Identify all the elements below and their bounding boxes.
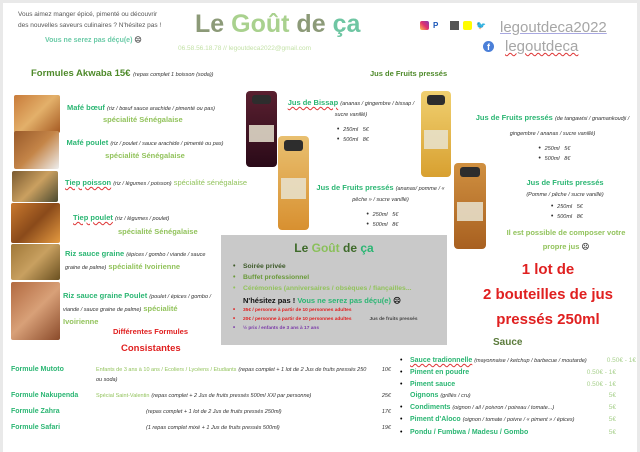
event-item: • Soirée privée — [233, 263, 286, 270]
intro-slogan-text: Vous ne serez pas déçu(e) — [45, 37, 133, 44]
juice-price: 8€ — [392, 222, 399, 228]
flyer-page — [3, 3, 637, 452]
events-list — [233, 261, 447, 333]
menu-item — [73, 213, 169, 222]
handle-facebook-text[interactable]: legoutdeca — [505, 38, 579, 55]
juice-size: 500ml — [557, 214, 573, 220]
food-photo-tiep-poulet — [11, 203, 60, 243]
juice-item: Jus de Bissap (ananas / gingembre / bissap / sucre vanillé) • 250ml 5€ • 500ml 8€ — [287, 98, 415, 143]
formulas-list — [11, 365, 391, 439]
formula-price: 10€ — [381, 367, 391, 373]
sauce-name: Sauce tradionnelle — [410, 357, 473, 364]
sauce-price: 5€ — [608, 428, 616, 436]
formula-name: Formule Mutoto — [11, 366, 64, 373]
menu-item-specialty: spécialité sénégalaise — [173, 178, 248, 187]
juice-item: Jus de Fruits pressés (de tangawisi / gnamankoudji / gingembre / ananas / sucre vanillé) • 250ml 5€ • 500ml 8€ — [475, 113, 630, 162]
event-price-text: ½ prix / enfants de 3 ans à 17 ans — [243, 326, 319, 331]
events-side-note: Jus de fruits pressés — [369, 317, 418, 322]
intro-line-2: des nouvelles saveurs culinaires ? N'hésitez pas ! — [18, 22, 162, 29]
juice-promo — [458, 257, 638, 332]
event-item-text: Soirée privée — [243, 263, 286, 270]
menu-item-desc: (poulet / épices / gombo / viande / sauce graine de palme) — [63, 294, 212, 313]
instagram-icon[interactable] — [420, 21, 429, 30]
menu-item-specialty: spécialité Sénégalaise — [105, 151, 185, 160]
juice-price: 8€ — [564, 156, 571, 162]
sauce-price: 0.50€ - 1€ — [586, 369, 616, 377]
sauce-title: Sauce — [493, 337, 523, 348]
twitter-icon[interactable]: 🐦 — [476, 21, 487, 30]
formula-row — [11, 391, 391, 401]
smiley-icon: ☹ — [134, 37, 142, 44]
sauce-item: • Condiments (oignon / ail / poivron / poireau / tomate...) 5€ — [400, 402, 636, 414]
events-title-de: de — [342, 241, 357, 255]
juice-size: 250ml — [557, 204, 573, 210]
formula-name: Formule Safari — [11, 424, 61, 431]
events-cta-green: Vous ne serez pas déçu(e) — [297, 296, 391, 305]
juice-name: Jus de Fruits pressés — [526, 178, 604, 187]
menu-title — [31, 68, 214, 79]
sauce-name: Pondu / Fumbwa / Madesu / Gombo — [410, 428, 529, 436]
juice-size: 250ml — [544, 146, 560, 152]
juice-size: 500ml — [544, 156, 560, 162]
juice-bottle-photo — [421, 91, 451, 177]
title-gout: Goût — [231, 10, 290, 38]
sauce-item: • Pondu / Fumbwa / Madesu / Gombo 5€ — [400, 427, 636, 438]
formula-name: Formule Nakupenda — [11, 392, 79, 399]
sauce-price: 5€ — [608, 416, 616, 424]
brand-title — [195, 10, 360, 39]
juice-size: 250ml — [343, 127, 359, 133]
event-item: • Buffet professionnel — [233, 274, 310, 281]
lydia-icon[interactable] — [450, 21, 459, 30]
smiley-icon: ☹ — [581, 242, 590, 251]
juice-desc: (ananas / gingembre / bissap / sucre vanillé) — [334, 101, 415, 118]
sauce-desc: (grillés / cru) — [440, 392, 471, 399]
formula-audience: Spécial Saint-Valentin — [96, 393, 150, 399]
snapchat-icon[interactable] — [463, 21, 472, 30]
formula-desc: (1 repas complet mixé + 1 Jus de fruits pressés 500ml) — [146, 425, 280, 431]
intro-slogan — [45, 36, 142, 44]
menu-item — [65, 137, 225, 162]
juice-bottle-photo — [454, 163, 486, 249]
menu-item-desc: (riz / bœuf sauce arachide / pimenté ou pas) — [107, 106, 215, 112]
juice-desc: (ananas/ pomme / « pêche » / sucre vanillé) — [352, 186, 445, 203]
juice-price: 8€ — [576, 214, 583, 220]
events-title-ca: ça — [360, 241, 374, 255]
formula-price: 19€ — [381, 425, 391, 431]
sauce-price: 0.50€ - 1€ — [586, 380, 616, 388]
smiley-icon: ☹ — [393, 296, 401, 305]
menu-title-note: (repas complet 1 boisson (soda)) — [133, 72, 214, 78]
menu-item-specialty: spécialité Ivoirienne — [63, 304, 178, 326]
sauce-price: 5€ — [608, 391, 616, 399]
intro-text — [18, 9, 161, 31]
menu-item — [65, 248, 215, 274]
bissap-bottle-photo — [246, 91, 277, 167]
formula-desc: (repas complet + 1 lot de 2 Jus de fruits pressés 250 — [238, 367, 367, 373]
juice-desc: (Pomme / pêche / sucre vanillé) — [526, 192, 604, 198]
formula-audience: Enfants de 3 ans à 10 ans / Ecoliers / Lycéens / Etudiants — [96, 367, 237, 373]
promo-line-1: 1 lot de — [521, 261, 575, 278]
event-item-text: Cérémonies (anniversaires / obsèques / fiançailles... — [243, 285, 412, 292]
menu-item-name: Riz sauce graine Poulet — [63, 291, 148, 300]
sauce-list — [400, 355, 636, 438]
formula-price: 17€ — [381, 409, 391, 415]
juice-size: 250ml — [372, 212, 388, 218]
menu-item-name: Mafé bœuf — [67, 103, 105, 112]
title-ca: ça — [332, 10, 361, 38]
food-photo-tiep-poisson — [12, 171, 58, 202]
menu-item — [65, 178, 247, 187]
title-de: de — [296, 10, 326, 38]
juice-size: 500ml — [343, 137, 359, 143]
juice-item: Jus de Fruits pressés (ananas/ pomme / « pêche » / sucre vanillé) • 250ml 5€ • 500ml 8€ — [316, 183, 445, 228]
juice-name: Jus de Bissap — [287, 98, 339, 107]
menu-item-specialty: spécialité Ivoirienne — [108, 262, 181, 271]
menu-item-name: Tiep poulet — [73, 213, 113, 222]
formules-heading-2: Consistantes — [121, 343, 181, 354]
formules-heading-1: Différentes Formules — [113, 327, 189, 336]
juices-title: Jus de Fruits pressés — [370, 69, 448, 78]
sauce-item: • Piment sauce 0.50€ - 1€ — [400, 379, 636, 390]
sauce-desc: (oignon / tomate / poivre / « piment » / épices) — [462, 417, 575, 424]
sauce-item — [400, 390, 636, 402]
menu-item-desc: (riz / poulet / sauce arachide / pimenté ou pas) — [110, 141, 224, 147]
formula-price: 25€ — [381, 393, 391, 399]
sauce-name: Piment sauce — [410, 380, 456, 388]
formula-row — [11, 423, 391, 433]
formula-row — [11, 365, 391, 385]
sauce-name: Piment en poudre — [410, 369, 470, 377]
paypal-icon[interactable]: P — [433, 21, 439, 30]
menu-item-name: Mafé poulet — [66, 138, 109, 147]
sauce-desc: (mayonnaise / ketchup / barbecue / moutarde) — [474, 358, 587, 364]
compose-line-1: Il est possible de composer votre — [506, 228, 626, 237]
sauce-desc: (oignon / ail / poivron / poireau / tomate...) — [452, 405, 555, 412]
facebook-icon[interactable]: f — [483, 41, 494, 52]
menu-item-desc: (riz / légumes / poulet) — [114, 216, 170, 222]
event-price: • 35€ / personne à partir de 10 personnes adultes — [233, 307, 352, 313]
events-cta — [243, 295, 447, 306]
events-cta-black: N'hésitez pas ! — [243, 296, 296, 305]
menu-item — [63, 290, 213, 328]
juice-price: 8€ — [362, 137, 369, 143]
promo-line-2: 2 bouteilles de jus — [482, 286, 614, 303]
menu-item — [67, 103, 215, 112]
events-box — [221, 235, 447, 345]
juice-item: Jus de Fruits pressés (Pomme / pêche / sucre vanillé) • 250ml 5€ • 500ml 8€ — [495, 176, 635, 222]
menu-item-name: Tiep poisson — [65, 178, 112, 187]
sauce-item: • Piment en poudre 0.50€ - 1€ — [400, 367, 636, 378]
juice-price: 5€ — [564, 146, 571, 152]
juice-name: Jus de Fruits pressés — [475, 113, 553, 122]
menu-item-specialty: spécialité Sénégalaise — [118, 227, 198, 236]
juice-desc: (de tangawisi / gnamankoudji / gingembre / ananas / sucre vanillé) — [509, 116, 630, 137]
food-photo-mafe-poulet — [14, 131, 59, 169]
juice-bottle-photo — [278, 136, 309, 230]
handle-facebook-link[interactable] — [505, 38, 578, 55]
menu-title-text: Formules Akwaba 15€ — [31, 68, 131, 79]
formula-desc: ou soda) — [96, 377, 118, 383]
compose-line-2: propre jus — [542, 242, 580, 251]
sauce-name: Condiments — [410, 404, 451, 412]
events-title-gout: Goût — [311, 241, 340, 255]
juice-price: 5€ — [362, 127, 369, 133]
food-photo-riz-sauce-graine-poulet — [11, 282, 60, 340]
sauce-name: Oignons — [410, 391, 439, 399]
sauce-name: Piment d'Aloco — [410, 416, 461, 424]
social-icons — [420, 21, 486, 30]
juice-price: 5€ — [392, 212, 399, 218]
event-item: • Cérémonies (anniversaires / obsèques / fiançailles... — [233, 285, 412, 292]
formula-row — [11, 407, 391, 417]
event-price-text: 20€ / personne à partir de 10 personnes adultes — [243, 317, 352, 322]
food-photo-mafe-boeuf — [14, 95, 60, 133]
menu-item-desc: (épices / gombo / viande / sauce graine de palme) — [65, 252, 206, 271]
compose-juice-note — [497, 226, 635, 254]
title-le: Le — [195, 10, 225, 38]
events-title-le: Le — [294, 241, 309, 255]
juice-size: 500ml — [372, 222, 388, 228]
event-item-text: Buffet professionnel — [243, 274, 310, 281]
sauce-item: • Sauce tradionnelle (mayonnaise / ketchup / barbecue / moutarde) 0.50€ - 1€ — [400, 355, 636, 367]
juice-name: Jus de Fruits pressés — [316, 183, 394, 192]
events-title — [221, 241, 447, 255]
intro-line-1: Vous aimez manger épicé, pimenté ou découvrir — [18, 11, 158, 18]
menu-item-desc: (riz / légumes / poisson) — [113, 181, 172, 187]
sauce-item: • Piment d'Aloco (oignon / tomate / poivre / « piment » / épices) 5€ — [400, 414, 636, 426]
sauce-price: 0.50€ - 1€ — [606, 357, 636, 364]
handle-main-link[interactable]: legoutdeca2022 — [500, 19, 607, 36]
contact-info: 06.58.56.18.78 // legoutdeca2022@gmail.com — [178, 45, 312, 52]
juice-price: 5€ — [576, 204, 583, 210]
food-photo-riz-sauce-graine — [11, 244, 60, 280]
formula-desc: (repas complet + 1 lot de 2 Jus de fruits pressés 250ml) — [146, 409, 282, 415]
menu-item-specialty: spécialité Sénégalaise — [103, 115, 183, 124]
formula-desc: (repas complet + 2 Jus de fruits pressés 500ml XXl par personne) — [151, 393, 312, 399]
sauce-price: 5€ — [608, 404, 616, 412]
menu-item-name: Riz sauce graine — [65, 249, 125, 258]
event-price-text: 35€ / personne à partir de 10 personnes adultes — [243, 308, 352, 313]
promo-line-3: pressés 250ml — [496, 311, 600, 328]
formula-name: Formule Zahra — [11, 408, 60, 415]
event-price: • ½ prix / enfants de 3 ans à 17 ans — [233, 325, 319, 331]
event-price: • 20€ / personne à partir de 10 personnes adultes Jus de fruits pressés — [233, 316, 418, 322]
